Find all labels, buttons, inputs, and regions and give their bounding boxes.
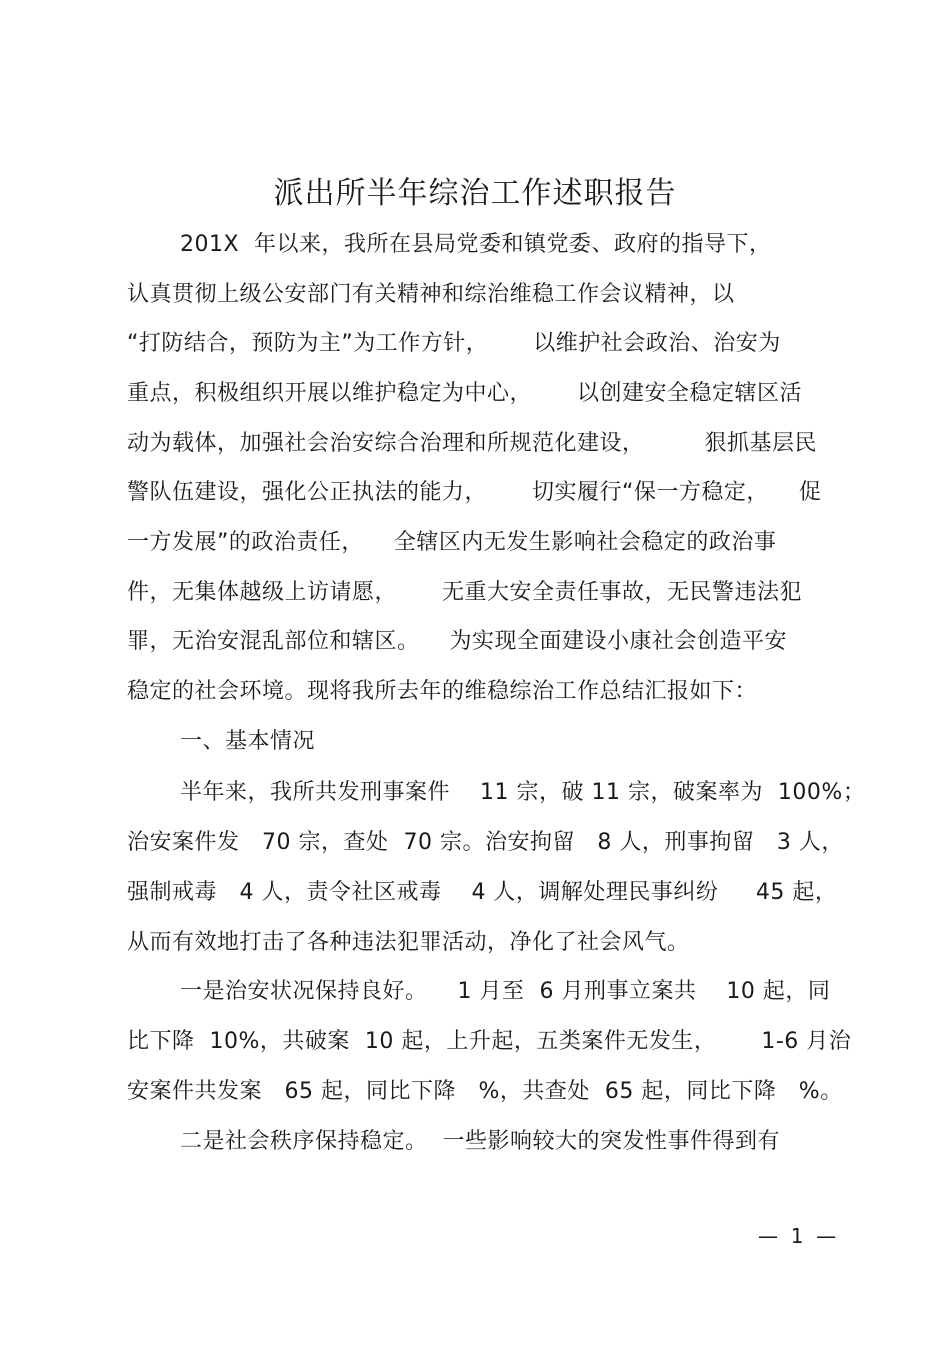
paragraph-line: 动为载体，加强社会治安综合治理和所规范化建设， 狠抓基层民 (127, 431, 817, 456)
section-heading: 一、基本情况 (180, 729, 316, 754)
paragraph-line: 从而有效地打击了各种违法犯罪活动，净化了社会风气。 (127, 930, 690, 955)
paragraph-line: 比下降 10%，共破案 10 起，上升起，五类案件无发生， 1-6 月治 (127, 1029, 852, 1054)
paragraph-line: 半年来，我所共发刑事案件 11 宗，破 11 宗，破案率为 100%； (180, 780, 866, 805)
paragraph-line: 一方发展”的政治责任， 全辖区内无发生影响社会稳定的政治事 (127, 530, 777, 555)
paragraph-line: 二是社会秩序保持稳定。 一些影响较大的突发性事件得到有 (180, 1129, 780, 1154)
document-title: 派出所半年综治工作述职报告 (273, 176, 677, 211)
page-number: — 1 — (758, 1224, 837, 1248)
paragraph-line: “打防结合，预防为主”为工作方针， 以维护社会政治、治安为 (127, 331, 781, 356)
paragraph-line: 安案件共发案 65 起，同比下降 %，共查处 65 起，同比下降 %。 (127, 1079, 843, 1104)
paragraph-line: 重点，积极组织开展以维护稳定为中心， 以创建安全稳定辖区活 (127, 381, 802, 406)
paragraph-line: 一是治安状况保持良好。 1 月至 6 月刑事立案共 10 起，同 (180, 979, 831, 1004)
paragraph-line: 认真贯彻上级公安部门有关精神和综治维稳工作会议精神，以 (127, 282, 735, 307)
paragraph-line: 罪，无治安混乱部位和辖区。 为实现全面建设小康社会创造平安 (127, 629, 787, 654)
paragraph-line: 件，无集体越级上访请愿， 无重大安全责任事故，无民警违法犯 (127, 580, 802, 605)
paragraph-line: 201X 年以来，我所在县局党委和镇党委、政府的指导下， (180, 232, 772, 257)
paragraph-line: 稳定的社会环境。现将我所去年的维稳综治工作总结汇报如下： (127, 679, 758, 704)
paragraph-line: 强制戒毒 4 人，责令社区戒毒 4 人，调解处理民事纠纷 45 起， (127, 880, 838, 905)
paragraph-line: 治安案件发 70 宗，查处 70 宗。治安拘留 8 人，刑事拘留 3 人， (127, 830, 844, 855)
paragraph-line: 警队伍建设，强化公正执法的能力， 切实履行“保一方稳定， 促 (127, 480, 822, 505)
